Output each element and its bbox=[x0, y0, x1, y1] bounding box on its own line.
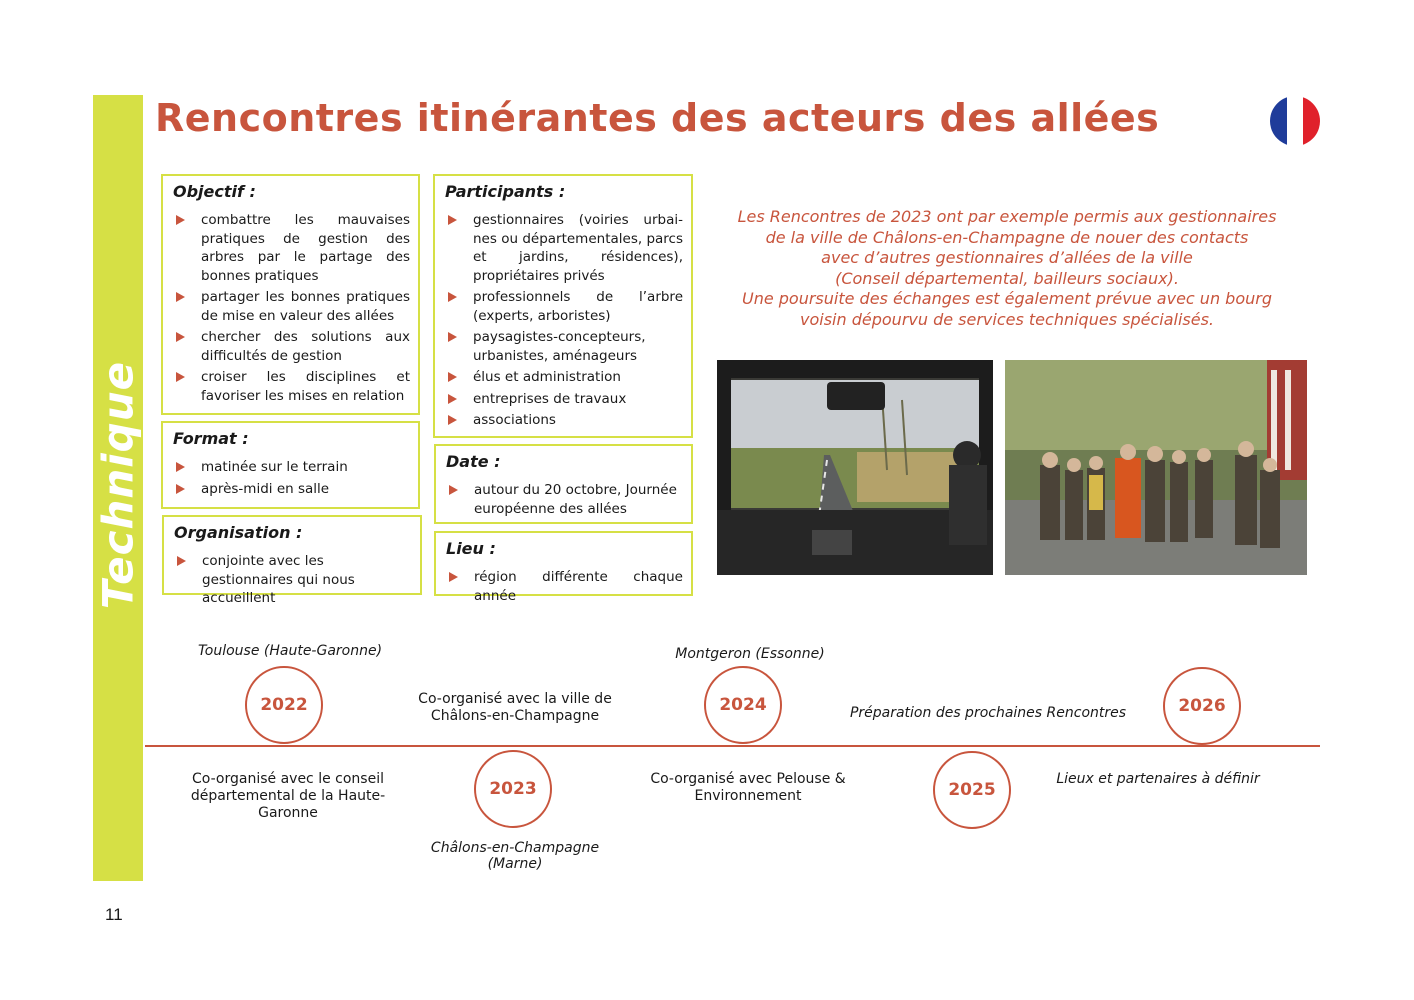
timeline-note-2026: Lieux et partenaires à définir bbox=[1056, 771, 1260, 787]
highlight-quote: Les Rencontres de 2023 ont par exemple permis aux gestionnaires de la ville de Châlons-en-Champagne de nouer des contacts avec d’autres gestionnaires d’allées de la ville (Conseil départemental, bailleurs sociaux). Une poursuite des échanges est également prévue avec un bourg voisin dépourvu de services techniques spécialisés. bbox=[737, 207, 1277, 329]
list-item: élus et administration bbox=[445, 368, 683, 387]
list-item: combattre les mauvaises pratiques de gestion des arbres par le partage des bonnes pratiques bbox=[173, 211, 410, 285]
bus-road-photo bbox=[717, 360, 993, 575]
list-item: paysagistes-concepteurs, urbanistes, aménageurs bbox=[445, 328, 683, 365]
organisation-box bbox=[162, 515, 422, 606]
date-box bbox=[434, 444, 693, 524]
triangle-bullet-icon bbox=[449, 572, 458, 582]
year-2024-badge: 2024 bbox=[704, 666, 782, 744]
triangle-bullet-icon bbox=[448, 394, 457, 404]
list-item: autour du 20 octobre, Journée européenne des allées bbox=[446, 481, 683, 518]
triangle-bullet-icon bbox=[448, 415, 457, 425]
triangle-bullet-icon bbox=[449, 485, 458, 495]
timeline-place-2022: Toulouse (Haute-Garonne) bbox=[197, 643, 383, 659]
triangle-bullet-icon bbox=[448, 372, 457, 382]
list-item: professionnels de l’arbre (experts, arboristes) bbox=[445, 288, 683, 325]
group-meeting-photo bbox=[1005, 360, 1307, 575]
page-number: 11 bbox=[105, 905, 123, 924]
page-title: Rencontres itinérantes des acteurs des allées bbox=[155, 96, 1160, 140]
list-item: après-midi en salle bbox=[173, 480, 410, 499]
triangle-bullet-icon bbox=[176, 372, 185, 382]
triangle-bullet-icon bbox=[448, 332, 457, 342]
list-item: associations bbox=[445, 411, 683, 430]
list-item: conjointe avec les gestionnaires qui nous accueillent bbox=[174, 552, 412, 608]
list-item: région différente chaque année bbox=[446, 568, 683, 605]
triangle-bullet-icon bbox=[448, 215, 457, 225]
timeline-note-2023: Co-organisé avec la ville de Châlons-en-Champagne bbox=[418, 691, 612, 724]
year-2026-badge: 2026 bbox=[1163, 667, 1241, 745]
list-item: chercher des solutions aux difficultés de gestion bbox=[173, 328, 410, 365]
organisation-title: Organisation : bbox=[174, 523, 303, 542]
list-item: croiser les disciplines et favoriser les mises en relation bbox=[173, 368, 410, 405]
participants-box bbox=[433, 174, 693, 438]
list-item: matinée sur le terrain bbox=[173, 458, 410, 477]
year-2023-badge: 2023 bbox=[474, 750, 552, 828]
year-2025-badge: 2025 bbox=[933, 751, 1011, 829]
list-item: gestionnaires (voiries urbai-nes ou départementales, parcs et jardins, résidences), propriétaires privés bbox=[445, 211, 683, 285]
triangle-bullet-icon bbox=[176, 292, 185, 302]
timeline-place-2024: Montgeron (Essonne) bbox=[675, 646, 825, 662]
year-2022-badge: 2022 bbox=[245, 666, 323, 744]
triangle-bullet-icon bbox=[448, 292, 457, 302]
timeline-note-2022: Co-organisé avec le conseil départemental de la Haute-Garonne bbox=[190, 771, 386, 821]
lieu-title: Lieu : bbox=[446, 539, 496, 558]
timeline-axis bbox=[145, 745, 1320, 747]
participants-title: Participants : bbox=[445, 182, 566, 201]
format-title: Format : bbox=[173, 429, 249, 448]
list-item: partager les bonnes pratiques de mise en valeur des allées bbox=[173, 288, 410, 325]
list-item: entreprises de travaux bbox=[445, 390, 683, 409]
format-box bbox=[161, 421, 420, 509]
objectif-title: Objectif : bbox=[173, 182, 256, 201]
triangle-bullet-icon bbox=[176, 462, 185, 472]
french-flag-icon bbox=[1270, 96, 1320, 146]
triangle-bullet-icon bbox=[176, 215, 185, 225]
triangle-bullet-icon bbox=[176, 484, 185, 494]
date-title: Date : bbox=[446, 452, 501, 471]
sidebar-label: Technique bbox=[93, 360, 143, 610]
timeline-note-2025: Préparation des prochaines Rencontres bbox=[849, 705, 1127, 721]
timeline-place-2023: Châlons-en-Champagne (Marne) bbox=[430, 840, 600, 872]
triangle-bullet-icon bbox=[176, 332, 185, 342]
triangle-bullet-icon bbox=[177, 556, 186, 566]
lieu-box bbox=[434, 531, 693, 604]
objectif-box bbox=[161, 174, 420, 415]
timeline-note-2024: Co-organisé avec Pelouse & Environnement bbox=[650, 771, 846, 804]
